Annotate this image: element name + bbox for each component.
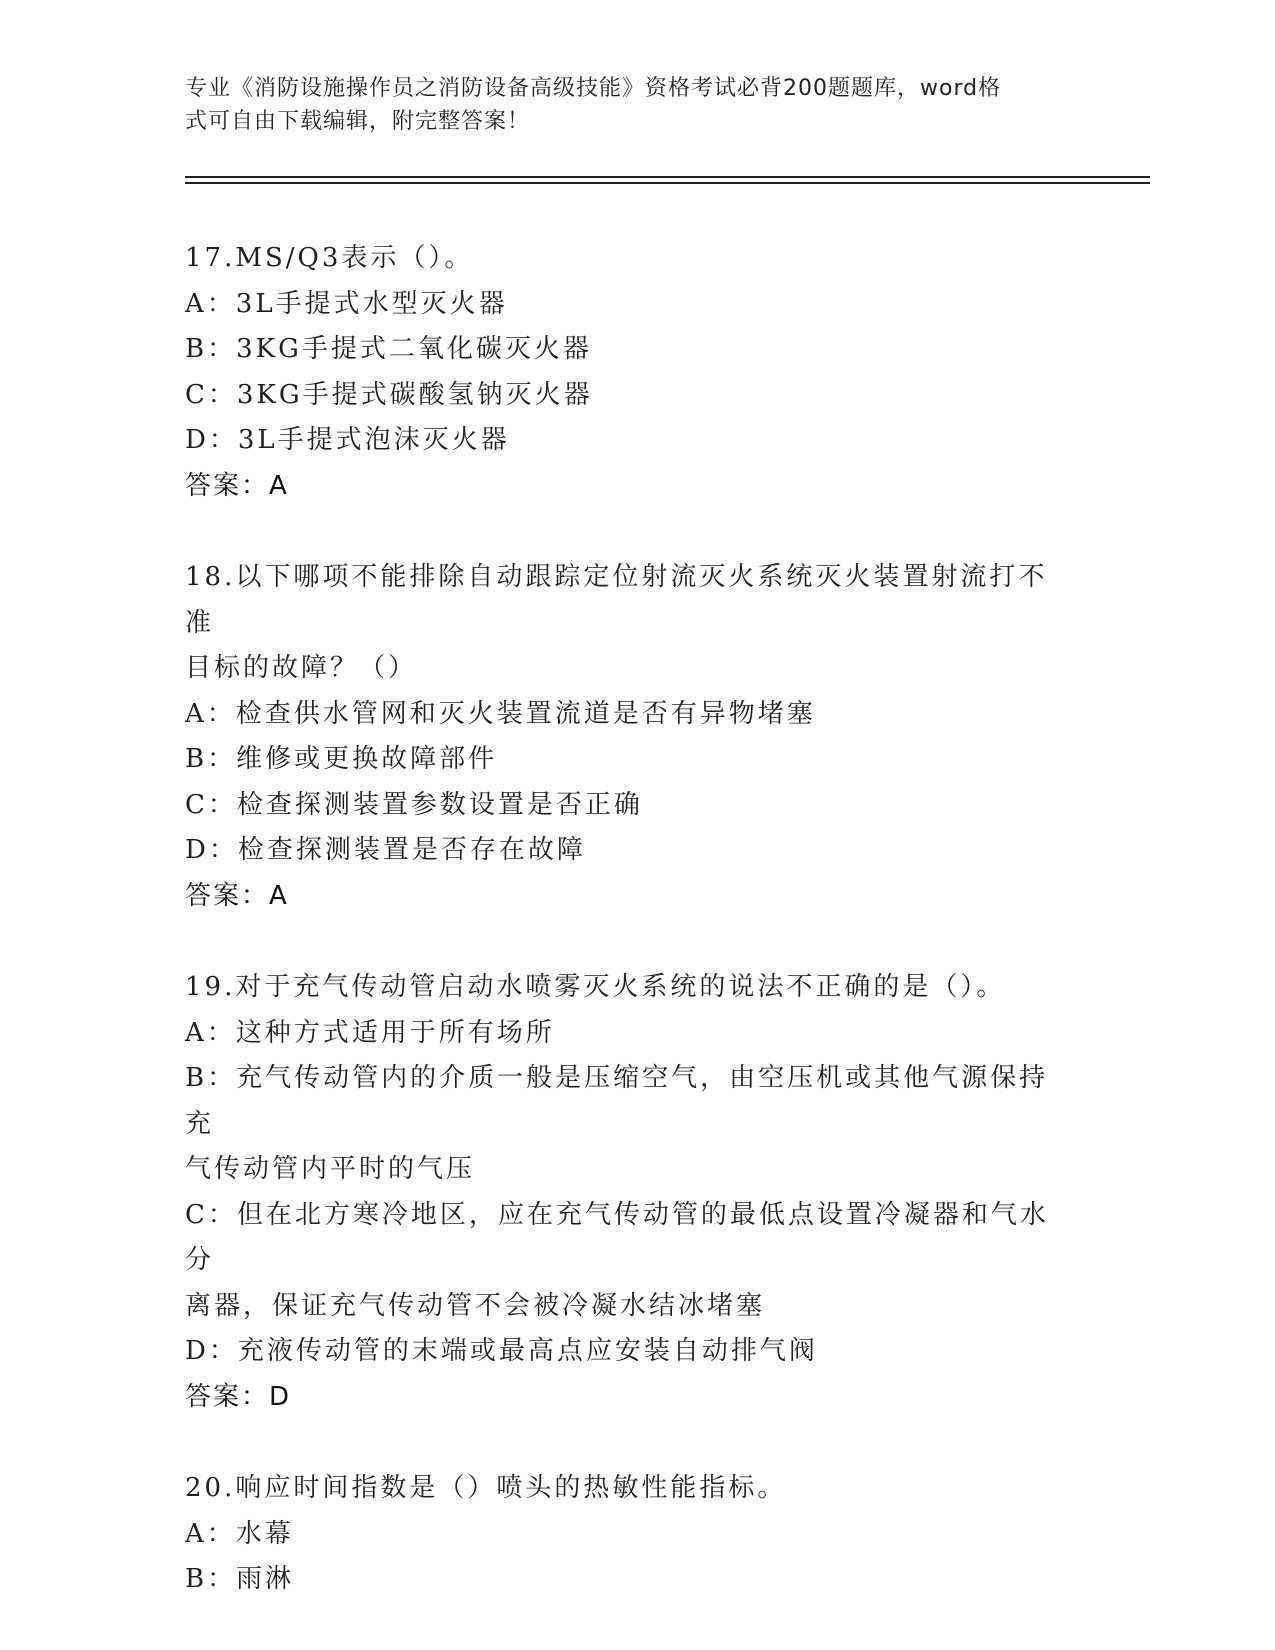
answer-option: C：3KG手提式碳酸氢钠灭火器	[185, 379, 593, 410]
answer-option: A：水幕	[185, 1518, 294, 1549]
answer-option: 离器，保证充气传动管不会被冷凝水结冰堵塞	[185, 1290, 766, 1321]
question-block	[185, 236, 1075, 509]
question-spacer	[185, 1420, 1075, 1466]
question-block	[185, 1466, 1075, 1603]
answer-key: 答案：A	[185, 470, 289, 501]
question-spacer	[185, 919, 1075, 965]
question-stem: 目标的故障？（）	[185, 653, 418, 683]
answer-option: 气传动管内平时的气压	[185, 1154, 476, 1184]
answer-option: D：3L手提式泡沫灭火器	[185, 425, 510, 455]
answer-key: 答案：A	[185, 880, 289, 911]
answer-option: B：3KG手提式二氧化碳灭火器	[185, 334, 592, 364]
header-title-line-1: 专业《消防设施操作员之消防设备高级技能》资格考试必背200题题库，word格	[185, 76, 1002, 101]
answer-option: B：充气传动管内的介质一般是压缩空气，由空压机或其他气源保持充	[185, 1063, 1049, 1139]
answer-option: A：3L手提式水型灭火器	[185, 288, 508, 319]
answer-option: A：检查供水管网和灭火装置流道是否有异物堵塞	[185, 698, 816, 729]
question-stem: 20.响应时间指数是（）喷头的热敏性能指标。	[185, 1473, 787, 1503]
answer-option: B：维修或更换故障部件	[185, 744, 498, 774]
answer-option: D：检查探测装置是否存在故障	[185, 835, 586, 865]
question-stem: 18.以下哪项不能排除自动跟踪定位射流灭火系统灭火装置射流打不准	[185, 562, 1048, 638]
question-block	[185, 965, 1075, 1420]
question-stem: 17.MS/Q3表示（）。	[185, 243, 474, 273]
answer-key: 答案：D	[185, 1381, 292, 1412]
question-stem: 19.对于充气传动管启动水喷雾灭火系统的说法不正确的是（）。	[185, 972, 1006, 1002]
question-spacer	[185, 509, 1075, 555]
answer-option: C：检查探测装置参数设置是否正确	[185, 789, 643, 820]
header-divider-bottom	[185, 182, 1150, 184]
answer-option: C：但在北方寒冷地区，应在充气传动管的最低点设置冷凝器和气水分	[185, 1199, 1049, 1275]
answer-option: B：雨淋	[185, 1564, 295, 1594]
header-divider-top	[185, 176, 1150, 178]
question-block	[185, 555, 1075, 919]
question-list	[185, 236, 1075, 1603]
answer-option: A：这种方式适用于所有场所	[185, 1017, 555, 1048]
answer-option: D：充液传动管的末端或最高点应安装自动排气阀	[185, 1336, 818, 1366]
header-title-line-2: 式可自由下载编辑，附完整答案！	[185, 109, 531, 134]
document-header	[185, 72, 1065, 138]
